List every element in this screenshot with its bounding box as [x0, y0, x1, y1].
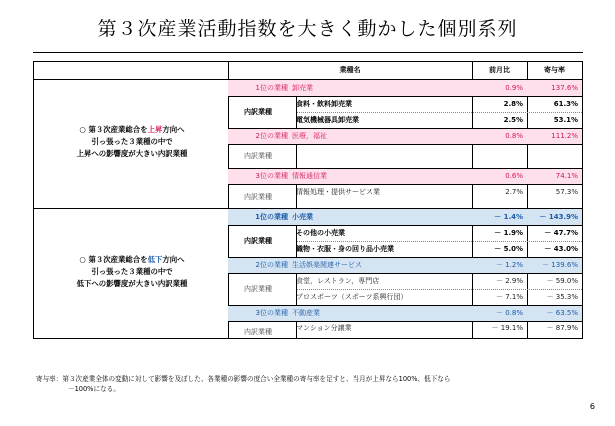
header-name: 業種名 [228, 62, 472, 80]
up-sub-row: 食料・飲料卸売業 2.8% 61.3% [296, 100, 578, 108]
footnote-line-1: 寄与率：第３次産業全体の変動に対して影響を及ぼした、各業種の影響の度合い全業種の寄与率を足すと、当月が上昇なら100%、低下なら [36, 375, 451, 383]
page-number: 6 [589, 402, 595, 411]
divider [228, 305, 582, 306]
title-underline [33, 52, 583, 53]
up-sub-row: 情報処理・提供サービス業 2.7% 57.3% [296, 188, 578, 196]
up-sub-row: 電気機械器具卸売業 2.5% 53.1% [296, 116, 578, 124]
divider [296, 112, 582, 113]
down-sub-row: その他の小売業 － 1.9% － 47.7% [296, 229, 578, 237]
divider [296, 321, 297, 338]
down-section-label: ○ 第３次産業総合を低下方向へ 引っ張った３業種の中で 低下への影響度が大きい内訳業種 [76, 255, 188, 288]
sub-label: 内訳業種 [244, 285, 272, 293]
sub-label: 内訳業種 [244, 193, 272, 201]
divider [296, 241, 582, 242]
divider [296, 184, 297, 208]
up-rank-3-row: 3位の業種 情報通信業 0.6% 74.1% [228, 168, 582, 184]
divider [296, 225, 297, 257]
divider [296, 273, 297, 305]
page-title: 第３次産業活動指数を大きく動かした個別系列 [97, 18, 518, 40]
header-contrib: 寄与率 [527, 62, 582, 80]
down-rank-3-row: 3位の業種 不動産業 － 0.8% － 63.5% [228, 305, 582, 321]
footnote-line-2: －100%になる。 [68, 385, 120, 393]
divider [296, 289, 582, 290]
divider [228, 184, 582, 185]
divider [296, 144, 297, 168]
up-section-label: ○ 第３次産業総合を上昇方向へ 引っ張った３業種の中で 上昇への影響度が大きい内訳業種 [76, 125, 188, 158]
divider [228, 96, 582, 97]
indicator-table [33, 61, 583, 339]
sub-label: 内訳業種 [244, 108, 272, 116]
sub-label: 内訳業種 [244, 152, 272, 160]
sub-label: 内訳業種 [244, 328, 272, 336]
down-sub-row: プロスポーツ（スポーツ系興行団） － 7.1% － 35.3% [296, 293, 578, 301]
divider [228, 144, 582, 145]
down-rank-1-row: 1位の業種 小売業 － 1.4% － 143.9% [228, 209, 582, 225]
down-sub-row: 食堂，レストラン，専門店 － 2.9% － 59.0% [296, 277, 578, 285]
header-mom: 前月比 [472, 62, 527, 80]
divider [228, 273, 582, 274]
down-sub-row: 織物・衣服・身の回り品小売業 － 5.0% － 43.0% [296, 245, 578, 253]
divider [228, 225, 582, 226]
up-rank-2-row: 2位の業種 医療，福祉 0.8% 111.2% [228, 128, 582, 144]
sub-label: 内訳業種 [244, 237, 272, 245]
divider [228, 257, 582, 258]
divider [228, 321, 582, 322]
up-rank-1-row: 1位の業種 卸売業 0.9% 137.6% [228, 80, 582, 96]
divider [228, 128, 582, 129]
down-sub-row: マンション分譲業 － 19.1% － 87.9% [296, 324, 578, 332]
divider [296, 96, 297, 128]
divider [34, 79, 228, 80]
divider [228, 168, 582, 169]
down-rank-2-row: 2位の業種 生活娯楽関連サービス － 1.2% － 139.6% [228, 257, 582, 273]
